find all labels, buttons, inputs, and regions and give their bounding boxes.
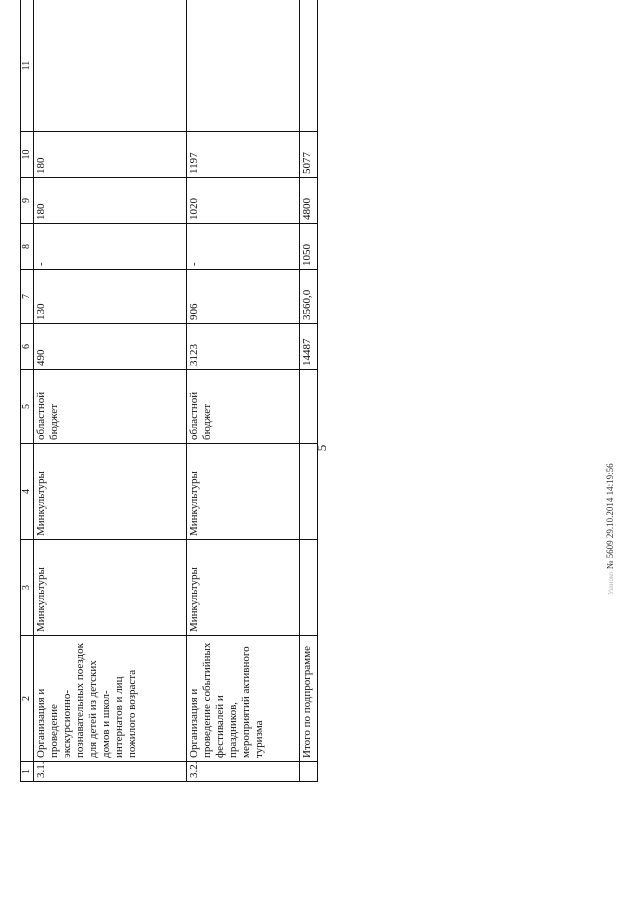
value-cell: 130 bbox=[34, 270, 187, 324]
value-cell: - bbox=[34, 224, 187, 270]
header-cell: 4 bbox=[21, 444, 34, 540]
total-empty-cell bbox=[300, 444, 318, 540]
table-header-row bbox=[21, 0, 34, 782]
coexecutor: Минкультуры bbox=[34, 444, 187, 540]
stamp-faint-text: Ушноко bbox=[607, 571, 615, 595]
row-number: 3.1. bbox=[34, 762, 187, 782]
coexecutor: Минкультуры bbox=[187, 444, 300, 540]
value-cell: 1020 bbox=[187, 178, 300, 224]
total-empty-cell bbox=[300, 370, 318, 444]
header-cell: 11 bbox=[21, 0, 34, 132]
total-value: 5077 bbox=[300, 132, 318, 178]
value-cell: 3123 bbox=[187, 324, 300, 370]
value-cell: 180 bbox=[34, 178, 187, 224]
row-number: 3.2. bbox=[187, 762, 300, 782]
total-empty-cell bbox=[300, 540, 318, 636]
table-row bbox=[187, 0, 300, 782]
header-cell: 8 bbox=[21, 224, 34, 270]
total-value: 4800 bbox=[300, 178, 318, 224]
header-cell: 1 bbox=[21, 762, 34, 782]
value-cell bbox=[34, 0, 187, 132]
header-cell: 5 bbox=[21, 370, 34, 444]
activity-name: Организация и проведение экскурсионно-познавательных поездок для детей из детских домов и школ-интернатов и лиц пожилого возраста bbox=[34, 636, 187, 762]
header-cell: 2 bbox=[21, 636, 34, 762]
total-empty-cell bbox=[300, 0, 318, 132]
page-number: 5 bbox=[314, 444, 329, 452]
total-value: 1050 bbox=[300, 224, 318, 270]
value-cell: - bbox=[187, 224, 300, 270]
value-cell: 180 bbox=[34, 132, 187, 178]
header-cell: 6 bbox=[21, 324, 34, 370]
activity-name: Организация и проведение событийных фестивалей и праздников, мероприятий активного туризма bbox=[187, 636, 300, 762]
total-empty-cell bbox=[300, 762, 318, 782]
funding-source: областной бюджет bbox=[34, 370, 187, 444]
header-cell: 7 bbox=[21, 270, 34, 324]
funding-source: областной бюджет bbox=[187, 370, 300, 444]
value-cell bbox=[187, 0, 300, 132]
total-value: 14487 bbox=[300, 324, 318, 370]
header-cell: 9 bbox=[21, 178, 34, 224]
executor: Минкультуры bbox=[187, 540, 300, 636]
total-row bbox=[300, 0, 318, 782]
total-value: 3560,0 bbox=[300, 270, 318, 324]
budget-table-rotated bbox=[20, 60, 320, 782]
executor: Минкультуры bbox=[34, 540, 187, 636]
budget-table bbox=[20, 0, 318, 782]
header-cell: 10 bbox=[21, 132, 34, 178]
value-cell: 490 bbox=[34, 324, 187, 370]
table-row bbox=[34, 0, 187, 782]
value-cell: 1197 bbox=[187, 132, 300, 178]
header-cell: 3 bbox=[21, 540, 34, 636]
registration-stamp bbox=[605, 463, 615, 595]
value-cell: 906 bbox=[187, 270, 300, 324]
total-label: Итого по подпрограмме bbox=[300, 636, 318, 762]
stamp-text: № 5609 29.10.2014 14:19:56 bbox=[605, 463, 615, 570]
